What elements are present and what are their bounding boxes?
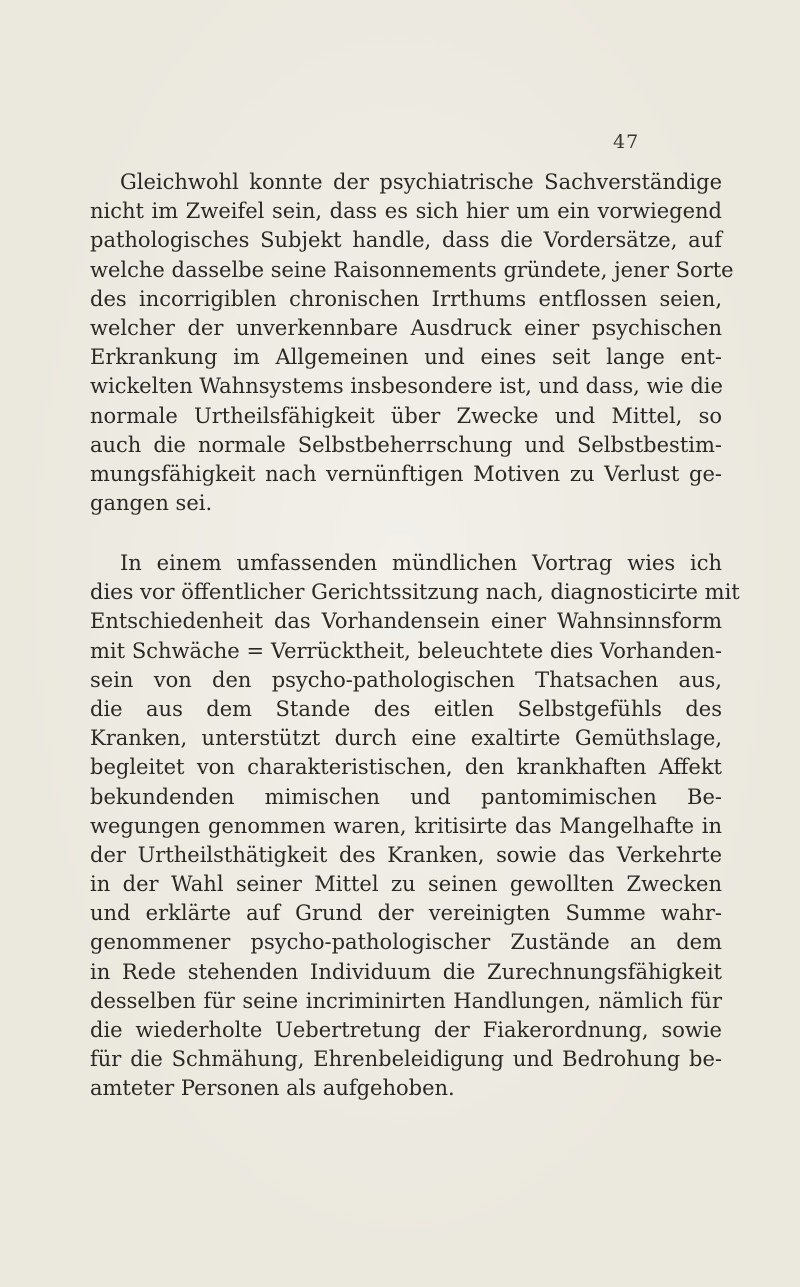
text-line: Kranken, unterstützt durch eine exaltirte Gemüthslage, [90, 726, 722, 751]
text-line: welche dasselbe seine Raisonnements gründete, jener Sorte [90, 257, 734, 282]
text-line: die aus dem Stande des eitlen Selbstgefühls des [90, 696, 722, 721]
text-line: genommener psycho-pathologischer Zustände an dem [90, 930, 722, 955]
text-line: auch die normale Selbstbeherrschung und Selbstbestim- [90, 432, 722, 457]
text-line: In einem umfassenden mündlichen Vortrag wies ich [120, 551, 722, 575]
text-line: welcher der unverkennbare Ausdruck einer psychischen [90, 315, 722, 340]
text-line: sein von den psycho-pathologischen Thatsachen aus, [90, 667, 722, 692]
text-line: gangen sei. [90, 491, 213, 516]
text-line: amteter Personen als aufgehoben. [90, 1076, 455, 1101]
text-line: des incorrigiblen chronischen Irrthums entflossen seien, [90, 286, 722, 311]
text-line: mungsfähigkeit nach vernünftigen Motiven zu Verlust ge- [90, 461, 722, 486]
text-line: wegungen genommen waren, kritisirte das Mangelhafte in [90, 813, 722, 838]
page-number: 47 [613, 131, 640, 153]
text-line: für die Schmähung, Ehrenbeleidigung und Bedrohung be- [90, 1047, 722, 1072]
text-line: Erkrankung im Allgemeinen und eines seit lange ent- [90, 345, 722, 370]
paragraph-1 [90, 168, 734, 518]
text-line: und erklärte auf Grund der vereinigten Summe wahr- [90, 901, 722, 926]
text-line: begleitet von charakteristischen, den krankhaften Affekt [90, 755, 722, 780]
text-line: mit Schwäche = Verrücktheit, beleuchtete dies Vorhanden- [90, 638, 722, 663]
text-line: dies vor öffentlicher Gerichtssitzung nach, diagnosticirte mit [90, 580, 740, 605]
paragraph-2 [90, 549, 740, 1104]
text-line: nicht im Zweifel sein, dass es sich hier um ein vorwiegend [90, 199, 722, 224]
text-line: bekundenden mimischen und pantomimischen Be- [90, 784, 722, 809]
text-line: pathologisches Subjekt handle, dass die Vordersätze, auf [90, 228, 722, 253]
text-line: die wiederholte Uebertretung der Fiakerordnung, sowie [90, 1018, 722, 1042]
text-line: desselben für seine incriminirten Handlungen, nämlich für [90, 988, 722, 1013]
text-line: Gleichwohl konnte der psychiatrische Sachverständige [120, 170, 722, 194]
text-line: in Rede stehenden Individuum die Zurechnungsfähigkeit [90, 959, 722, 984]
text-line: der Urtheilsthätigkeit des Kranken, sowie das Verkehrte [90, 842, 722, 867]
text-line: in der Wahl seiner Mittel zu seinen gewollten Zwecken [90, 872, 722, 897]
text-line: normale Urtheilsfähigkeit über Zwecke und Mittel, so [90, 403, 722, 428]
text-line: Entschiedenheit das Vorhandensein einer Wahnsinnsform [90, 609, 722, 634]
text-line: wickelten Wahnsystems insbesondere ist, und dass, wie die [90, 374, 723, 399]
